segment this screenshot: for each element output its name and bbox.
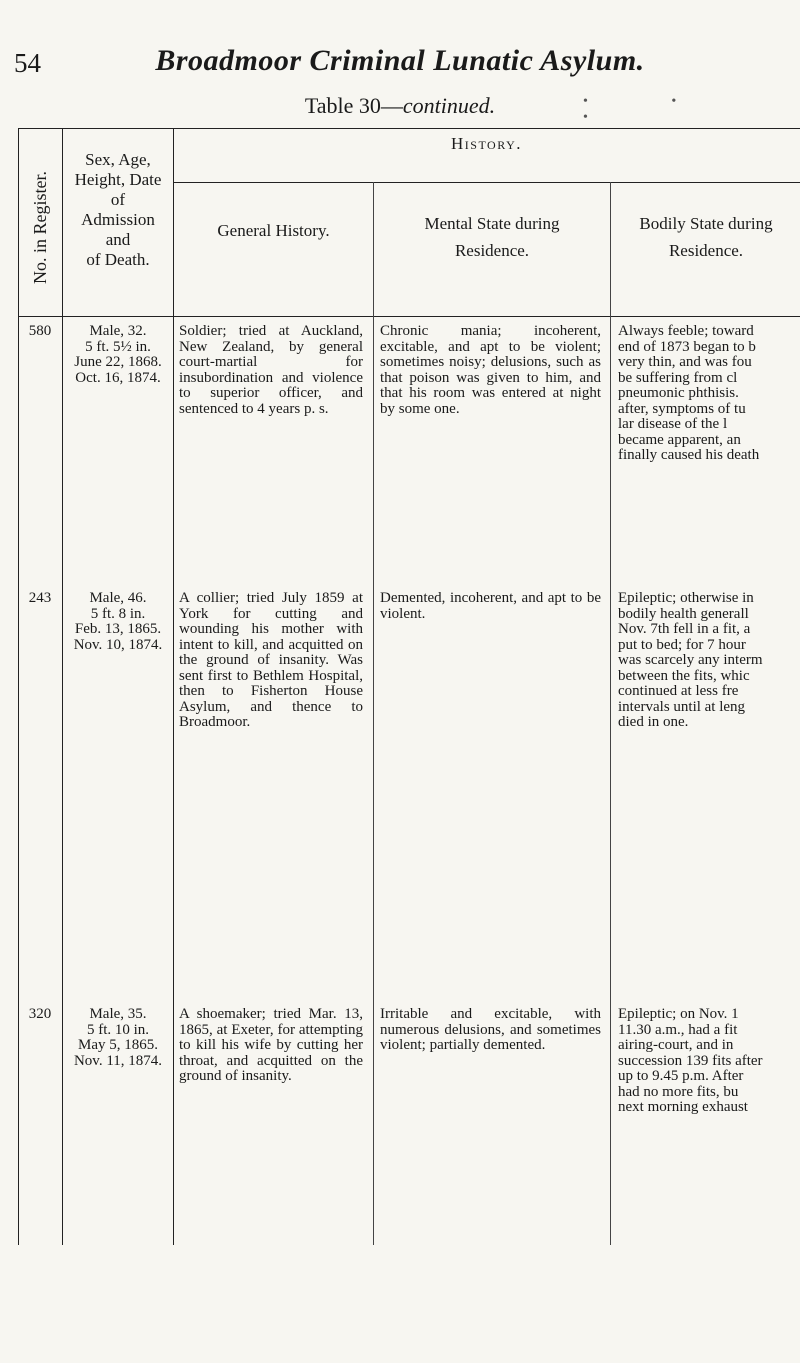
page-number: 54 — [14, 48, 41, 78]
header-general-history: General History. — [217, 221, 330, 240]
header-history: History. — [451, 134, 522, 153]
header-sex-age: Sex, Age, Height, Date of Admission and of Death. — [74, 150, 162, 269]
col-rule-sexage — [173, 128, 174, 1245]
row-320-mental: Irritable and excitable, with numerous delusions, and sometimes violent; partially demented. — [380, 1006, 601, 1053]
row-243-mental: Demented, incoherent, and apt to be violent. — [380, 590, 601, 622]
header-bodily-state: Bodily State during Residence. — [639, 214, 773, 260]
col-rule-general — [373, 182, 374, 1245]
header-bottom-rule — [18, 316, 800, 317]
row-243-register: 243 — [28, 590, 52, 606]
running-head: Broadmoor Criminal Lunatic Asylum. — [155, 44, 645, 77]
row-580-sex-age: Male, 32. 5 ft. 5½ in. June 22, 1868. Oct. 16, 1874. — [74, 323, 162, 386]
col-rule-register — [62, 128, 63, 1245]
table-title-label: Table 30— — [304, 93, 403, 118]
row-580-mental: Chronic mania; incoherent, excitable, and apt to be violent; sometimes noisy; delusions, such as that poison was given to him, and that his room was entered at night by some one. — [380, 323, 601, 417]
stray-marks: • • • — [583, 94, 717, 125]
row-320-register: 320 — [28, 1006, 52, 1022]
row-580-bodily: Always feeble; toward end of 1873 began to b very thin, and was fou be suffering from cl pneumonic phthisis. after, symptoms of tu lar disease of the l became apparent, an finally caused his death — [618, 324, 760, 463]
history-table — [18, 128, 800, 1363]
header-mental-state: Mental State during Residence. — [424, 214, 560, 260]
col-rule-mental — [610, 182, 611, 1245]
header-register: No. in Register. — [29, 170, 50, 284]
row-243-general: A collier; tried July 1859 at York for cutting and wounding his mother with intent to kill, and acquitted on the ground of insanity. Was sent first to Bethlem Hospital, then to Fisherton House Asylum, and thence to Broadmoor. — [179, 590, 363, 730]
table-title-continued: continued. — [402, 93, 496, 118]
history-subheader-rule — [173, 182, 800, 183]
row-243-sex-age: Male, 46. 5 ft. 8 in. Feb. 13, 1865. Nov. 10, 1874. — [73, 590, 163, 653]
row-580-register: 580 — [28, 323, 52, 339]
row-320-bodily: Epileptic; on Nov. 1 11.30 a.m., had a fit airing-court, and in succession 139 fits after up to 9.45 p.m. After had no more fits, bu next morning exhaust — [618, 1007, 763, 1115]
row-243-bodily: Epileptic; otherwise in bodily health generall Nov. 7th fell in a fit, a put to bed; for 7 hour was scarcely any interm between the fits, whic continued at less fre intervals until at leng died in one. — [618, 591, 763, 730]
row-580-general: Soldier; tried at Auckland, New Zealand, by general court-martial for insubordination and violence to superior officer, and sentenced to 4 years p. s. — [179, 323, 363, 417]
table-top-rule — [18, 128, 800, 129]
row-320-sex-age: Male, 35. 5 ft. 10 in. May 5, 1865. Nov. 11, 1874. — [73, 1006, 163, 1069]
row-320-general: A shoemaker; tried Mar. 13, 1865, at Exeter, for attempting to kill his wife by cutting her throat, and acquitted on the ground of insanity. — [179, 1006, 363, 1084]
